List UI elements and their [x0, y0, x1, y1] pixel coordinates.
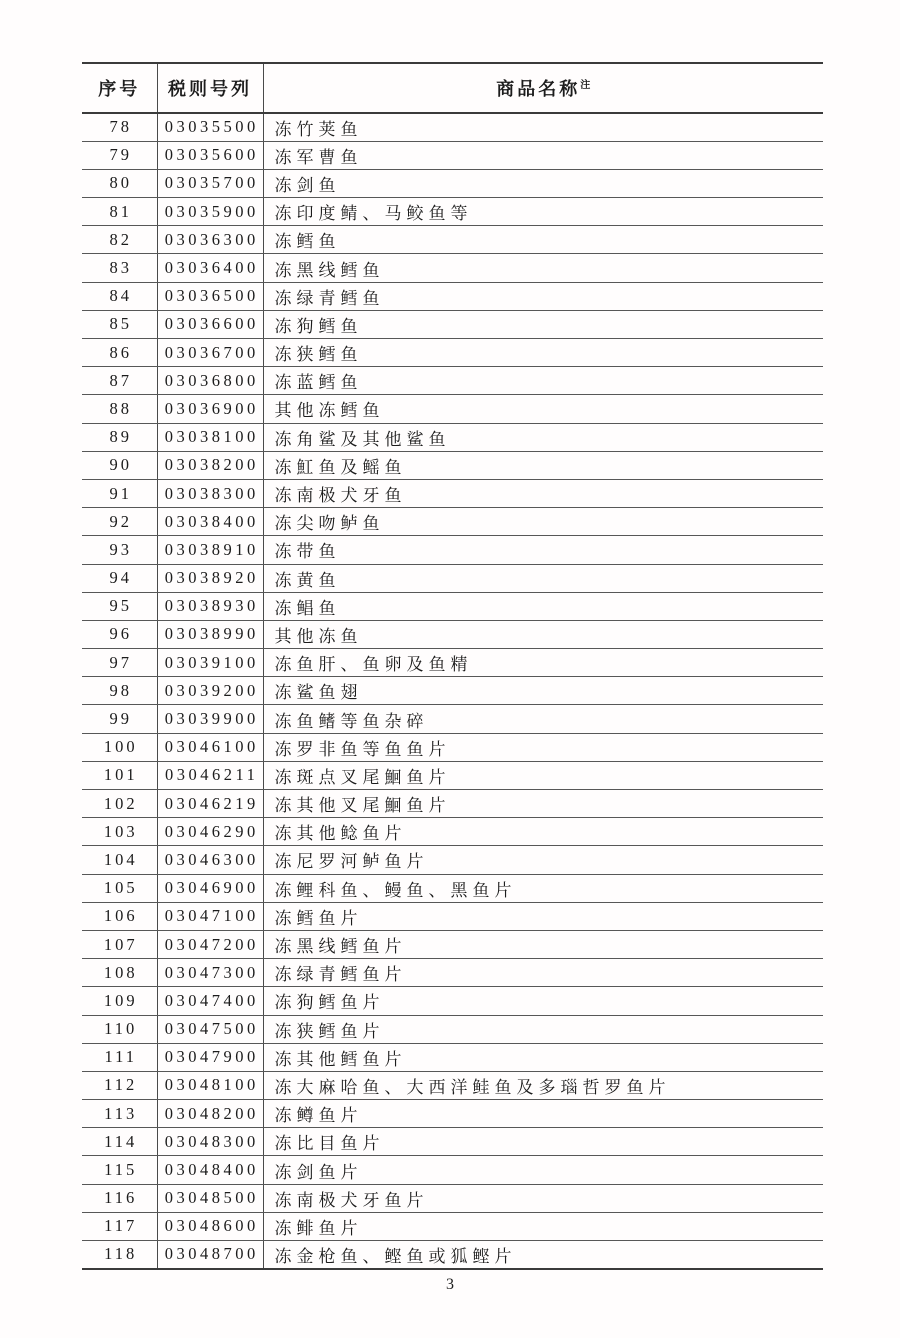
row-tariff-code: 03046219 [157, 790, 263, 818]
row-tariff-code: 03035700 [157, 169, 263, 197]
row-index: 102 [82, 790, 157, 818]
row-tariff-code: 03046900 [157, 874, 263, 902]
row-index: 88 [82, 395, 157, 423]
row-index: 101 [82, 761, 157, 789]
row-product-name: 冻剑鱼 [263, 169, 823, 197]
row-tariff-code: 03035900 [157, 198, 263, 226]
row-tariff-code: 03038920 [157, 564, 263, 592]
row-product-name: 冻蓝鳕鱼 [263, 367, 823, 395]
row-tariff-code: 03038100 [157, 423, 263, 451]
table-row [82, 846, 823, 874]
table-row [82, 1156, 823, 1184]
row-product-name: 冻大麻哈鱼、大西洋鲑鱼及多瑙哲罗鱼片 [263, 1071, 823, 1099]
row-product-name: 冻金枪鱼、鲣鱼或狐鲣片 [263, 1241, 823, 1269]
row-product-name: 冻比目鱼片 [263, 1128, 823, 1156]
row-product-name: 冻鲤科鱼、鳗鱼、黑鱼片 [263, 874, 823, 902]
table-row [82, 677, 823, 705]
row-index: 117 [82, 1212, 157, 1240]
row-tariff-code: 03048100 [157, 1071, 263, 1099]
table-row [82, 198, 823, 226]
row-tariff-code: 03048700 [157, 1241, 263, 1269]
row-product-name: 冻剑鱼片 [263, 1156, 823, 1184]
row-product-name: 冻印度鲭、马鲛鱼等 [263, 198, 823, 226]
row-index: 114 [82, 1128, 157, 1156]
table-row [82, 423, 823, 451]
row-product-name: 其他冻鱼 [263, 620, 823, 648]
table-row [82, 1043, 823, 1071]
row-tariff-code: 03038200 [157, 451, 263, 479]
row-product-name: 冻其他鲶鱼片 [263, 818, 823, 846]
row-index: 91 [82, 479, 157, 507]
product-name-header-label: 商品名称 [496, 79, 581, 99]
row-index: 79 [82, 141, 157, 169]
column-header-tariff-code: 税则号列 [157, 63, 263, 113]
table-header-row [82, 63, 823, 113]
table-row [82, 649, 823, 677]
table-row [82, 733, 823, 761]
row-product-name: 冻狭鳕鱼片 [263, 1015, 823, 1043]
table-row [82, 620, 823, 648]
row-tariff-code: 03046290 [157, 818, 263, 846]
row-index: 108 [82, 959, 157, 987]
row-tariff-code: 03036300 [157, 226, 263, 254]
row-tariff-code: 03046211 [157, 761, 263, 789]
table-row [82, 592, 823, 620]
note-superscript: 注 [580, 80, 591, 91]
table-row [82, 761, 823, 789]
row-tariff-code: 03048500 [157, 1184, 263, 1212]
table-row [82, 169, 823, 197]
table-row [82, 479, 823, 507]
row-product-name: 冻鳟鱼片 [263, 1100, 823, 1128]
column-header-index: 序号 [82, 63, 157, 113]
row-tariff-code: 03046100 [157, 733, 263, 761]
row-tariff-code: 03047900 [157, 1043, 263, 1071]
row-index: 118 [82, 1241, 157, 1269]
row-index: 87 [82, 367, 157, 395]
row-product-name: 冻黄鱼 [263, 564, 823, 592]
table-row [82, 113, 823, 141]
row-index: 103 [82, 818, 157, 846]
tariff-table [82, 62, 823, 1270]
row-tariff-code: 03047200 [157, 930, 263, 958]
row-tariff-code: 03048400 [157, 1156, 263, 1184]
row-product-name: 冻罗非鱼等鱼鱼片 [263, 733, 823, 761]
row-index: 98 [82, 677, 157, 705]
table-row [82, 705, 823, 733]
row-index: 112 [82, 1071, 157, 1099]
row-tariff-code: 03048200 [157, 1100, 263, 1128]
row-index: 83 [82, 254, 157, 282]
row-product-name: 冻其他叉尾鮰鱼片 [263, 790, 823, 818]
table-row [82, 536, 823, 564]
row-tariff-code: 03038990 [157, 620, 263, 648]
table-row [82, 508, 823, 536]
column-header-product-name [263, 63, 823, 113]
row-product-name: 冻尖吻鲈鱼 [263, 508, 823, 536]
row-index: 104 [82, 846, 157, 874]
row-tariff-code: 03035500 [157, 113, 263, 141]
row-tariff-code: 03047300 [157, 959, 263, 987]
row-product-name: 冻南极犬牙鱼 [263, 479, 823, 507]
row-index: 92 [82, 508, 157, 536]
row-index: 106 [82, 902, 157, 930]
table-row [82, 790, 823, 818]
row-tariff-code: 03047100 [157, 902, 263, 930]
row-product-name: 冻狗鳕鱼片 [263, 987, 823, 1015]
row-product-name: 冻黑线鳕鱼 [263, 254, 823, 282]
table-row [82, 254, 823, 282]
table-row [82, 874, 823, 902]
row-index: 105 [82, 874, 157, 902]
table-row [82, 1212, 823, 1240]
page-number: 3 [446, 1276, 454, 1293]
table-row [82, 1128, 823, 1156]
table-row [82, 1184, 823, 1212]
row-index: 100 [82, 733, 157, 761]
row-product-name: 冻鲳鱼 [263, 592, 823, 620]
row-index: 96 [82, 620, 157, 648]
row-tariff-code: 03039900 [157, 705, 263, 733]
row-product-name: 冻鳕鱼 [263, 226, 823, 254]
row-product-name: 冻鱼肝、鱼卵及鱼精 [263, 649, 823, 677]
row-index: 85 [82, 310, 157, 338]
row-index: 110 [82, 1015, 157, 1043]
row-tariff-code: 03039100 [157, 649, 263, 677]
row-index: 95 [82, 592, 157, 620]
row-product-name: 冻鲱鱼片 [263, 1212, 823, 1240]
row-index: 86 [82, 339, 157, 367]
table-body [82, 113, 823, 1269]
row-product-name: 冻军曹鱼 [263, 141, 823, 169]
row-index: 80 [82, 169, 157, 197]
row-product-name: 冻南极犬牙鱼片 [263, 1184, 823, 1212]
row-index: 93 [82, 536, 157, 564]
row-tariff-code: 03036800 [157, 367, 263, 395]
row-tariff-code: 03036700 [157, 339, 263, 367]
row-product-name: 其他冻鳕鱼 [263, 395, 823, 423]
row-product-name: 冻带鱼 [263, 536, 823, 564]
row-index: 81 [82, 198, 157, 226]
row-index: 116 [82, 1184, 157, 1212]
row-product-name: 冻魟鱼及鳐鱼 [263, 451, 823, 479]
row-product-name: 冻鱼鳍等鱼杂碎 [263, 705, 823, 733]
table-row [82, 902, 823, 930]
row-tariff-code: 03036400 [157, 254, 263, 282]
table-row [82, 451, 823, 479]
row-index: 111 [82, 1043, 157, 1071]
table-row [82, 226, 823, 254]
row-product-name: 冻角鲨及其他鲨鱼 [263, 423, 823, 451]
row-product-name: 冻竹荚鱼 [263, 113, 823, 141]
row-index: 84 [82, 282, 157, 310]
row-product-name: 冻尼罗河鲈鱼片 [263, 846, 823, 874]
row-index: 78 [82, 113, 157, 141]
row-tariff-code: 03038300 [157, 479, 263, 507]
row-tariff-code: 03047500 [157, 1015, 263, 1043]
row-product-name: 冻狭鳕鱼 [263, 339, 823, 367]
row-index: 97 [82, 649, 157, 677]
row-product-name: 冻其他鳕鱼片 [263, 1043, 823, 1071]
row-tariff-code: 03038910 [157, 536, 263, 564]
row-tariff-code: 03036900 [157, 395, 263, 423]
row-tariff-code: 03048600 [157, 1212, 263, 1240]
row-product-name: 冻绿青鳕鱼 [263, 282, 823, 310]
table-row [82, 141, 823, 169]
row-product-name: 冻鳕鱼片 [263, 902, 823, 930]
table-row [82, 1241, 823, 1269]
row-tariff-code: 03038400 [157, 508, 263, 536]
table-row [82, 1015, 823, 1043]
row-tariff-code: 03038930 [157, 592, 263, 620]
table-row [82, 1100, 823, 1128]
table-row [82, 959, 823, 987]
row-index: 82 [82, 226, 157, 254]
row-index: 90 [82, 451, 157, 479]
table-row [82, 987, 823, 1015]
row-index: 107 [82, 930, 157, 958]
table-row [82, 310, 823, 338]
row-tariff-code: 03039200 [157, 677, 263, 705]
table-row [82, 282, 823, 310]
row-index: 109 [82, 987, 157, 1015]
row-product-name: 冻斑点叉尾鮰鱼片 [263, 761, 823, 789]
row-product-name: 冻鲨鱼翅 [263, 677, 823, 705]
row-tariff-code: 03035600 [157, 141, 263, 169]
row-tariff-code: 03036500 [157, 282, 263, 310]
row-index: 94 [82, 564, 157, 592]
row-index: 115 [82, 1156, 157, 1184]
table-row [82, 367, 823, 395]
row-product-name: 冻狗鳕鱼 [263, 310, 823, 338]
row-index: 89 [82, 423, 157, 451]
table-row [82, 818, 823, 846]
row-tariff-code: 03047400 [157, 987, 263, 1015]
row-product-name: 冻黑线鳕鱼片 [263, 930, 823, 958]
row-tariff-code: 03048300 [157, 1128, 263, 1156]
row-index: 99 [82, 705, 157, 733]
table-row [82, 930, 823, 958]
table-row [82, 564, 823, 592]
row-product-name: 冻绿青鳕鱼片 [263, 959, 823, 987]
table-row [82, 1071, 823, 1099]
table-row [82, 395, 823, 423]
table-row [82, 339, 823, 367]
row-index: 113 [82, 1100, 157, 1128]
row-tariff-code: 03036600 [157, 310, 263, 338]
row-tariff-code: 03046300 [157, 846, 263, 874]
